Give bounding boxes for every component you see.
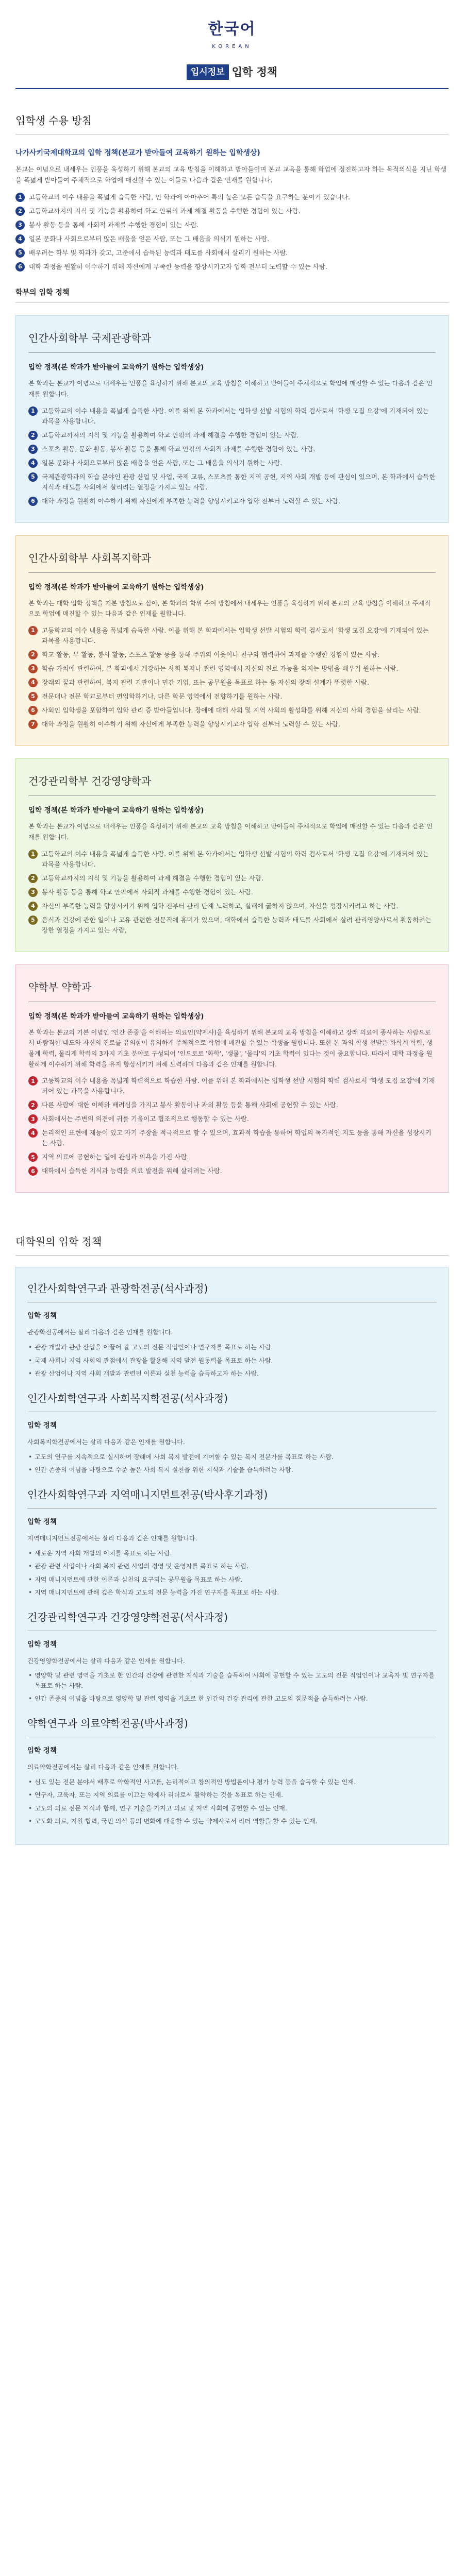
bullet-item: • 연구자, 교육자, 또는 지역 의료를 이끄는 약제사 리더로서 활약하는 것을 목표로 하는 인재. [27, 1790, 437, 1801]
page-bottom-spacer [15, 1845, 449, 1866]
department-policy-subtitle: 입학 정책(본 학과가 받아들여 교육하기 원하는 입학생상) [28, 363, 204, 372]
department-intro: 본 학과는 본교가 이념으로 내세우는 인풍을 육성하기 위해 본교의 교육 방침을 이해하고 받아들여 주체적으로 학업에 매진할 수 있는 다음과 같은 인재를 원합니다. [28, 823, 433, 841]
site-header [0, 0, 464, 89]
graduate-program-title: 인간사회학연구과 지역매니지먼트전공(박사후기과정) [27, 1487, 437, 1509]
graduate-program-title: 인간사회학연구과 관광학전공(석사과정) [27, 1281, 437, 1302]
graduate-program [27, 1716, 437, 1827]
department-title: 약학부 약학과 [28, 979, 436, 1002]
graduate-policy-subtitle: 입학 정책 [27, 1312, 57, 1320]
list-item [28, 1100, 436, 1110]
number-badge: 3 [15, 221, 25, 230]
bullet-item: • 관광 산업이나 지역 사회 개발과 관련된 이론과 실천 능력을 습득하고자 하는 사람. [27, 1369, 437, 1379]
list-item [28, 915, 436, 936]
graduate-bullet-list [27, 1343, 437, 1379]
list-item [15, 234, 449, 244]
number-badge: 3 [28, 664, 38, 673]
department-box [15, 535, 449, 746]
list-item [28, 901, 436, 911]
list-item [28, 1166, 436, 1176]
list-item-text: 고등학교의 이수 내용을 폭넓게 습득한 사람. 이를 위해 본 학과에서는 입학생 선발 시험의 학력 검사로서 '학생 모집 요강'에 기재되어 있는 과목을 사용합니다. [42, 626, 429, 645]
graduate-bullet-list [27, 1452, 437, 1476]
number-badge: 3 [28, 888, 38, 897]
list-item [28, 472, 436, 493]
list-item [15, 220, 449, 230]
list-item-text: 지역 의료에 공헌하는 일에 관심과 의욕을 가진 사람. [42, 1153, 189, 1161]
list-item-text: 대학 과정을 원활히 이수하기 위해 자신에게 부족한 능력을 향상시키고자 입학 전부터 노력할 수 있는 사람. [42, 497, 340, 505]
list-item-text: 고등학교의 이수 내용을 폭넓게 습득한 사람. 이를 위해 본 학과에서는 입학생 선발 시험의 학력 검사로서 '학생 모집 요강'에 기재되어 있는 과목을 사용합니다. [42, 850, 429, 868]
graduate-program [27, 1609, 437, 1704]
graduate-policy-subtitle: 입학 정책 [27, 1640, 57, 1649]
list-item [28, 677, 436, 688]
site-logo-sub: KOREAN [212, 43, 252, 49]
list-item-text: 대학 과정을 원활히 이수하기 위해 자신에게 부족한 능력을 향상시키고자 입학 전부터 노력할 수 있는 사람. [42, 720, 340, 728]
number-badge: 1 [28, 850, 38, 859]
list-item-text: 대학 과정을 원활히 이수하기 위해 자신에게 부족한 능력을 향상시키고자 입학 전부터 노력할 수 있는 사람. [29, 262, 327, 270]
list-item-text: 고등학교의 이수 내용을 폭넓게 습득한 사람. 이를 위해 본 학과에서는 입학생 선발 시험의 학력 검사로서 '학생 모집 요강'에 기재되어 있는 과목을 사용합니다. [42, 406, 429, 425]
list-item [28, 458, 436, 468]
number-badge: 1 [28, 1076, 38, 1086]
site-logo[interactable]: 한국어 [208, 20, 256, 38]
graduate-bullet-list [27, 1671, 437, 1704]
list-item-text: 스포츠 활동, 문화 활동, 봉사 활동 등을 통해 학교 안팎의 사회적 과제를 수행한 경험이 있는 사람. [42, 445, 316, 453]
department-box [15, 315, 449, 522]
list-item [28, 1152, 436, 1162]
bullet-item: • 지역 매니지먼트에 관해 깊은 학식과 고도의 전문 능력을 가진 연구자를 목표로 하는 사람. [27, 1588, 437, 1598]
department-title: 인간사회학부 국제관광학과 [28, 330, 436, 353]
bullet-item: • 지역 매니지먼트에 관한 이론과 실천의 요구되는 공무원을 목표로 하는 사람. [27, 1575, 437, 1585]
department-point-list [28, 1076, 436, 1176]
list-item-text: 사회인 입학생을 포함하여 입학 관리 증 받아들입니다. 장애에 대해 사회 및 지역 사회의 활성화를 위해 지신의 사회 경험을 살리는 사람. [42, 706, 421, 715]
bullet-item: • 인간 존중의 이념을 바탕으로 영양학 및 관련 영역을 기초로 한 인간의 건강 관리에 관한 고도의 질문적을 습득하려는 사람. [27, 1694, 437, 1704]
number-badge: 4 [28, 678, 38, 687]
list-item-text: 일본 문화나 사회으로부터 많은 배움을 얻은 사람, 또는 그 배움을 의식기 원하는 사람. [42, 459, 283, 467]
graduate-policy-subtitle: 입학 정책 [27, 1517, 57, 1526]
list-item-text: 고등학교까지의 지식 및 기능을 활용하여 학교 안뒤의 과제 해결 활동을 수행한 경험이 있는 사람. [29, 207, 301, 215]
list-item-text: 대학에서 습득한 지식과 능력을 의료 발전을 위해 살리려는 사람. [42, 1167, 222, 1175]
list-item [28, 1076, 436, 1096]
list-item [28, 887, 436, 897]
graduate-intro: 건강영양학전공에서는 살리 다음과 같은 인재를 원합니다. [27, 1657, 185, 1665]
number-badge: 4 [28, 459, 38, 468]
bullet-item: • 국제 사회나 지역 사회의 관점에서 관광을 활용해 지역 발전 원동력을 목표로 하는 사람. [27, 1356, 437, 1366]
list-item-text: 일본 문화나 사회으로부터 많은 배움을 얻은 사람, 또는 그 배움을 의식기 원하는 사람. [29, 234, 270, 243]
list-item [28, 1128, 436, 1148]
department-list [15, 315, 449, 1193]
number-badge: 5 [15, 248, 25, 258]
department-intro: 본 학과는 대학 입학 정책을 기본 방침으로 삼아, 본 학과의 학위 수여 방침에서 내세우는 인풍을 육성하기 위해 본교의 교육 방침을 이해하고 주체적으로 학업에 매진할 수 있는 다음과 같은 인재를 원합니다. [28, 599, 430, 618]
department-title: 건강관리학부 건강영양학과 [28, 773, 436, 796]
list-item [28, 664, 436, 674]
graduate-program [27, 1281, 437, 1379]
graduate-intro: 관광학전공에서는 살리 다음과 같은 인재를 원합니다. [27, 1329, 173, 1336]
graduate-program [27, 1391, 437, 1476]
list-item [28, 496, 436, 506]
department-policy-subtitle: 입학 정책(본 학과가 받아들여 교육하기 원하는 입학생상) [28, 1012, 204, 1021]
graduate-intro: 지역매니지먼트전공에서는 살리 다음과 같은 인재를 원합니다. [27, 1534, 197, 1542]
main-content [15, 89, 449, 1866]
list-item-text: 사회에서는 주변의 의견에 귀를 기울이고 협조적으로 행동할 수 있는 사람. [42, 1115, 249, 1123]
graduate-program-title: 약학연구과 의료약학전공(박사과정) [27, 1716, 437, 1737]
number-badge: 2 [28, 1100, 38, 1110]
graduate-bullet-list [27, 1777, 437, 1827]
number-badge: 3 [28, 1114, 38, 1124]
list-item [15, 206, 449, 216]
number-badge: 4 [28, 902, 38, 911]
graduate-program-title: 건강관리학연구과 건강영양학전공(석사과정) [27, 1609, 437, 1631]
department-intro: 본 학과는 본교가 이념으로 내세우는 인풍을 육성하기 위해 본교의 교육 방침을 이해하고 받아들여 주체적으로 학업에 매진할 수 있는 다음과 같은 인재를 원합니다. [28, 380, 433, 398]
bullet-item: • 심도 있는 전문 분야서 배후로 약학적인 사고를, 논리적이고 창의적인 방법론이나 평가 능력 등을 습득할 수 있는 인재. [27, 1777, 437, 1788]
graduate-intro: 의료약학전공에서는 살리 다음과 같은 인재를 원합니다. [27, 1763, 179, 1771]
list-item [15, 248, 449, 258]
number-badge: 5 [28, 1153, 38, 1162]
bullet-item: • 고도의 의료 전문 지식과 함께, 연구 기술을 가지고 의료 및 지역 사회에 공헌할 수 있는 인재. [27, 1804, 437, 1814]
list-item [28, 691, 436, 702]
department-point-list [28, 625, 436, 730]
list-item-text: 다른 사람에 대한 이해와 배려심을 가지고 봉사 활동이나 과외 활동 등을 통해 사회에 공헌할 수 있는 사람. [42, 1101, 338, 1109]
number-badge: 2 [15, 207, 25, 216]
department-point-list [28, 406, 436, 506]
graduate-program [27, 1487, 437, 1598]
graduate-policy-subtitle: 입학 정책 [27, 1421, 57, 1430]
list-item-text: 봉사 활동 등을 통해 학교 안팎에서 사회적 과제를 수행한 경험이 있는 사람. [42, 888, 253, 896]
section-title-graduate: 대학원의 입학 정책 [15, 1193, 449, 1256]
section-title-policy: 입학생 수용 방침 [15, 89, 449, 134]
number-badge: 2 [28, 650, 38, 659]
list-item [28, 625, 436, 646]
list-item-text: 장래의 꿈과 관련하여, 복지 관련 기관이나 민간 기업, 또는 공무원을 목표로 하는 등 자신의 장래 설계가 뚜렷한 사람. [42, 679, 369, 687]
list-item [28, 873, 436, 884]
number-badge: 2 [28, 874, 38, 883]
bullet-item: • 새로운 지역 사회 개발의 이치를 목표로 하는 사람. [27, 1549, 437, 1559]
number-badge: 5 [28, 916, 38, 925]
list-item [28, 406, 436, 427]
list-item-text: 고등학교까지의 지식 및 기능을 활용하여 과제 해결을 수행한 경험이 있는 사람. [42, 874, 264, 882]
number-badge: 6 [15, 262, 25, 272]
list-item [28, 430, 436, 440]
department-box [15, 964, 449, 1193]
department-title: 인간사회학부 사회복지학과 [28, 550, 436, 573]
list-item-text: 고등학교의 이수 내용을 폭넓게 학력적으로 학습한 사람. 이를 위해 본 학과에서는 입학생 선발 시험의 학력 검사로서 '학생 모집 요강'에 기재되어 있는 과목을 사용합니다. [42, 1077, 435, 1095]
number-badge: 6 [28, 1166, 38, 1176]
category-tag: 입시정보 [187, 64, 229, 80]
department-point-list [28, 849, 436, 936]
page-title: 입학 정책 [231, 66, 278, 78]
number-badge: 6 [28, 706, 38, 715]
list-item-text: 국제관광학과의 학습 분야인 관광 산업 및 사업, 국제 교류, 스포츠를 통한 지역 공헌, 지역 사회 개발 등에 관심이 있으며, 본 학과에서 습득한 지식과 태도를 사회에서 살리려는 열정을 가지고 있는 사람. [42, 472, 436, 491]
graduate-intro: 사회복지학전공에서는 살리 다음과 같은 인재를 원합니다. [27, 1438, 185, 1446]
number-badge: 7 [28, 720, 38, 729]
list-item-text: 고등학교의 이수 내용을 폭넓게 습득한 사람, 인 학과에 아마추어 특의 높은 모든 습득을 요구하는 분이기 있습니다. [29, 193, 350, 201]
graduate-bullet-list [27, 1549, 437, 1598]
list-item-text: 논리적인 표현에 재능이 있고 자기 주장을 적극적으로 할 수 있으며, 효과적 학습을 통하여 학업의 독자적인 지도 등을 통해 자신을 성장시키는 사람. [42, 1129, 432, 1147]
bullet-item: • 관광 개발과 관광 산업을 이끌어 갈 고도의 전문 직업인이나 연구자를 목표로 하는 사람. [27, 1343, 437, 1353]
list-item [28, 849, 436, 870]
number-badge: 1 [15, 193, 25, 202]
list-item-text: 전문대나 전문 학교로부터 편입학하거나, 다른 학문 영역에서 전향하기를 원하는 사람. [42, 692, 283, 701]
university-policy-intro: 본교는 이념으로 내세우는 인풍을 육성하기 위해 본교의 교육 방침을 이해하고 받아들이며 본교 교육을 통해 학업에 정진하고자 하는 목적의식을 지닌 학생을 폭넓게 받아들여 주체적으로 학업에 매진할 수 있는 이들로 다음과 같은 인재를 원합니다. [15, 165, 447, 184]
list-item-text: 봉사 활동 등을 통해 사회적 과제를 수행한 경험이 있는 사람. [29, 221, 199, 229]
number-badge: 2 [28, 431, 38, 440]
list-item-text: 학습 가치에 관련하여, 본 학과에서 개강하는 사회 복지나 관련 영역에서 자신의 진로 가능을 의지는 방법을 배우기 원하는 사람. [42, 665, 399, 673]
number-badge: 5 [28, 472, 38, 482]
list-item [15, 262, 449, 272]
department-policy-subtitle: 입학 정책(본 학과가 받아들여 교육하기 원하는 입학생상) [28, 806, 204, 815]
bullet-item: • 인간 존중의 이념을 바탕으로 수준 높은 사회 복지 실천을 위한 지식과 기술을 습득하려는 사람. [27, 1465, 437, 1476]
university-policy-title: 나가사키국제대학교의 입학 정책(본교가 받아들여 교육하기 원하는 입학생상) [15, 148, 260, 157]
university-policy-list [15, 192, 449, 272]
list-item-text: 학교 활동, 부 활동, 봉사 활동, 스포츠 활동 등을 통해 주위의 이웃이나 친구와 협력하여 과제를 수행한 경험이 있는 사람. [42, 651, 379, 659]
number-badge: 3 [28, 445, 38, 454]
department-policy-subtitle: 입학 정책(본 학과가 받아들여 교육하기 원하는 입학생상) [28, 583, 204, 591]
number-badge: 5 [28, 692, 38, 701]
page-title-row [0, 64, 464, 81]
number-badge: 4 [15, 234, 25, 244]
list-item-text: 고등학교까지의 지식 및 기능을 활용하여 학교 안팎의 과제 해결을 수행한 경험이 있는 사람. [42, 431, 299, 439]
bullet-item: • 고도의 연구를 지속적으로 실시하여 장래에 사회 복지 발전에 기여할 수 있는 복지 전문가를 목표로 하는 사람. [27, 1452, 437, 1463]
list-item [15, 192, 449, 202]
list-item [28, 1114, 436, 1124]
list-item-text: 배우려는 학부 및 학과가 갖고, 고준에서 습득된 능력과 태도를 사회에서 살리기 원하는 사람. [29, 248, 288, 257]
list-item [28, 444, 436, 454]
bullet-item: • 영양학 및 관련 영역을 기초로 한 인간의 건강에 관련한 지식과 기술을 습득하여 사회에 공헌할 수 있는 고도의 전문 직업인이나 교육자 및 연구자를 목표로 하는 사람. [27, 1671, 437, 1691]
section-title-faculty: 학부의 입학 정책 [15, 287, 449, 303]
bullet-item: • 관광 관련 사업이나 사회 복지 관련 사업의 경영 및 운영자를 목표로 하는 사람. [27, 1562, 437, 1572]
list-item [28, 719, 436, 730]
list-item [28, 650, 436, 660]
department-box [15, 758, 449, 952]
number-badge: 6 [28, 497, 38, 506]
graduate-policy-subtitle: 입학 정책 [27, 1746, 57, 1755]
list-item-text: 음식과 건강에 관한 일이나 고유 관련한 전문직에 흥미가 있으며, 대학에서 습득한 능력과 태도를 사회에서 살려 관리영양사로서 활동하려는 장한 열정을 가지고 있는 사람. [42, 916, 432, 934]
list-item [28, 705, 436, 716]
bullet-item: • 고도화 의료, 지원 협력, 국민 의식 등의 변화에 대응할 수 있는 약제사로서 리더 역할을 할 수 있는 인재. [27, 1817, 437, 1827]
number-badge: 1 [28, 406, 38, 416]
graduate-list [15, 1267, 449, 1844]
list-item-text: 자신의 부족한 능력을 향상시키기 위해 입학 전부터 관리 단계 노력하고, 실패에 굴하지 않으며, 자신을 성장시키려고 하는 사람. [42, 902, 399, 910]
number-badge: 1 [28, 626, 38, 635]
graduate-program-title: 인간사회학연구과 사회복지학전공(석사과정) [27, 1391, 437, 1412]
number-badge: 4 [28, 1128, 38, 1138]
department-intro: 본 학과는 본교의 기본 이념인 '인간 존중'을 이해하는 의료인(약제사)을 육성하기 위해 본교의 교육 방침을 이해하고 장래 의료에 종사하는 사람으로서 바람직한 태도와 자신의 진로를 유의함이 유의하게 주체적으로 학업에 매진할 수 있는 학생을 원합니다. 또한 본 과의 학생 선발은 화학계 학력, 생물계 학력, 물리계 학력의 3가지 기초 분야로 구성되어 '인으로로 '화학', '생물', '물리'의 기초 학력이 있다는 것이 중요합니다. 따라서 대학 과정을 원활하게 이수하기 위해 학력을 유지 향상시키기 위해 노력하며 다음과 같은 인재를 원합니다. [28, 1028, 433, 1068]
